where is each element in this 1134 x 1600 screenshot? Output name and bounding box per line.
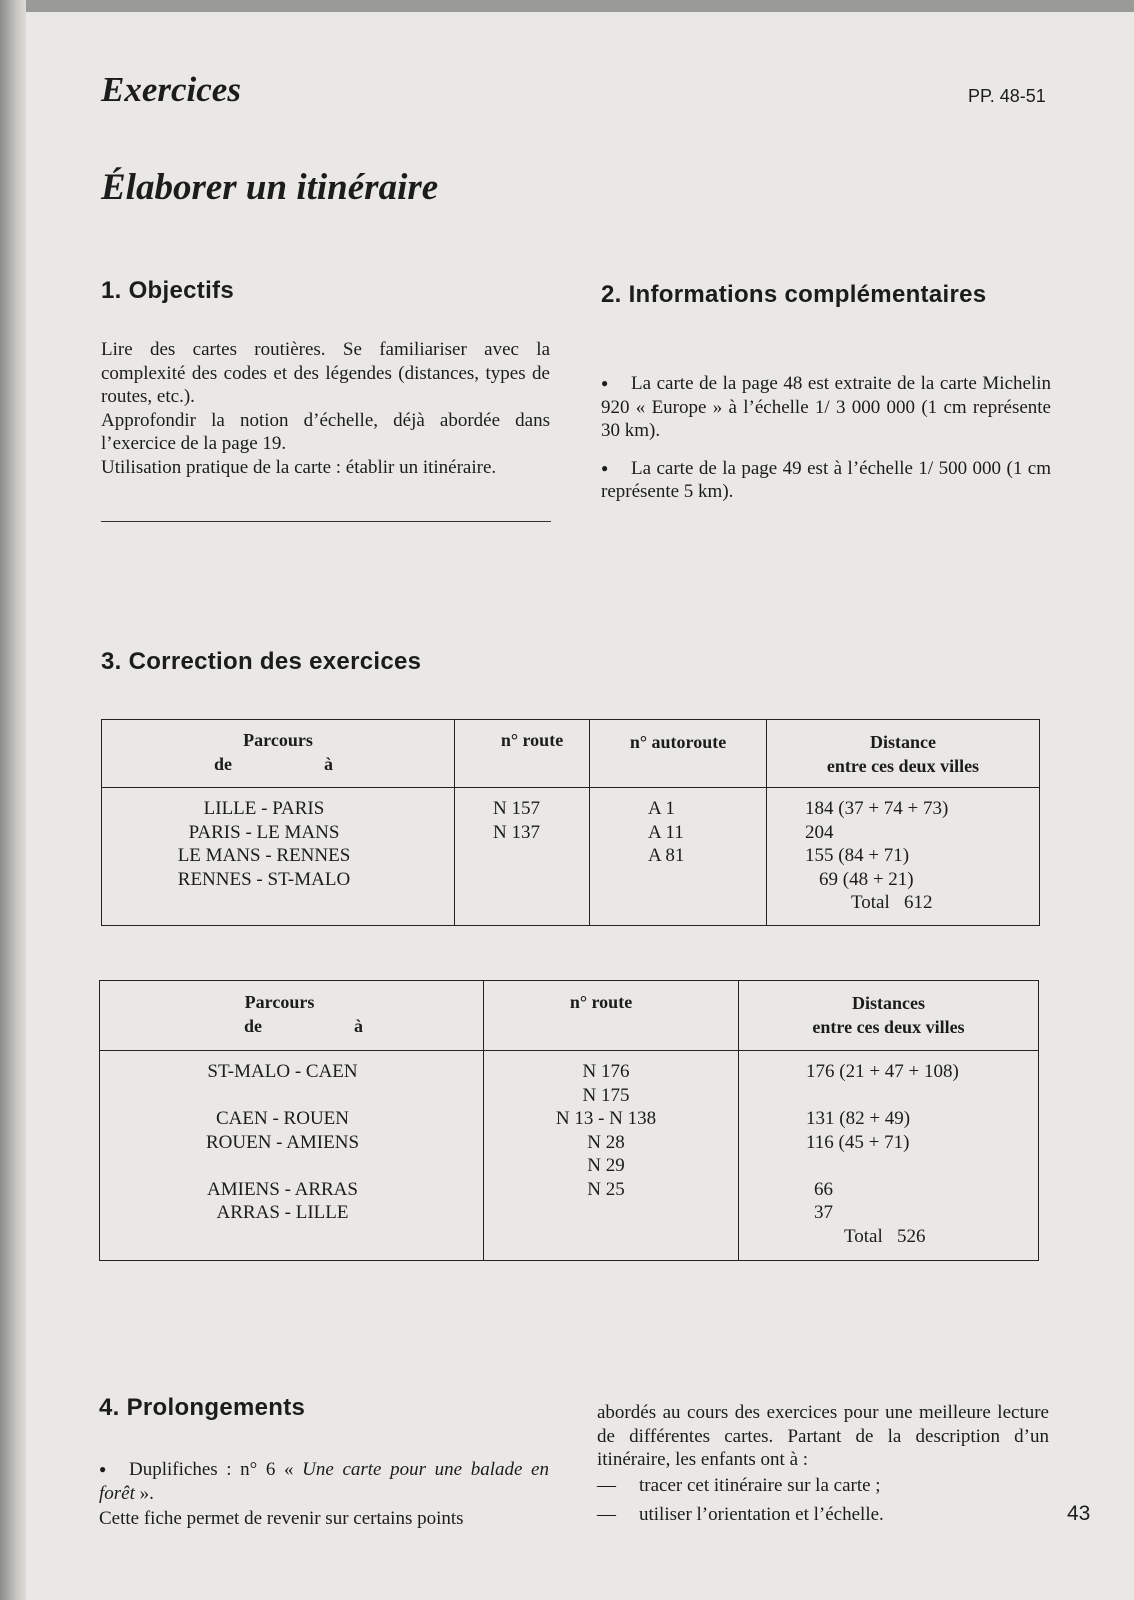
header-parcours: Parcours de à (102, 720, 455, 788)
route-number: N 176 (582, 1061, 630, 1082)
table-header-row (100, 981, 1039, 1051)
objectifs-line: Utilisation pratique de la carte : établir un itinéraire. (101, 456, 497, 478)
distance-value: 176 (21 + 47 + 108) (806, 1061, 959, 1082)
dash-item: — utiliser l’orientation et l’échelle. (597, 1504, 884, 1525)
autoroute-number: A 81 (648, 845, 685, 866)
route-number: N 137 (493, 821, 540, 843)
correction-heading: 3. Correction des exercices (101, 648, 422, 675)
section-divider (101, 521, 551, 522)
distance-value: 184 (37 + 74 + 73) (805, 798, 949, 819)
prolongements-text: abordés au cours des exercices pour une meilleure lecture de différentes cartes. Partant de la description d’un itinéraire, les enfants ont à : (597, 1402, 1049, 1470)
prolongements-heading: 4. Prolongements (99, 1394, 306, 1421)
route-number: N 29 (587, 1155, 625, 1176)
header-route: n° route (455, 720, 590, 788)
route-number: N 13 - N 138 (555, 1108, 657, 1129)
distance-value: 66 (814, 1178, 833, 1200)
objectifs-text (101, 338, 550, 479)
section-heading: Exercices (101, 70, 241, 109)
prolongements-col1 (99, 1458, 549, 1531)
route-segment: ST-MALO - CAEN (207, 1061, 358, 1082)
page-reference: PP. 48-51 (968, 86, 1046, 106)
header-distance: Distances entre ces deux villes (739, 981, 1039, 1051)
route-segment: PARIS - LE MANS (188, 821, 340, 843)
distance-value: 116 (45 + 71) (806, 1131, 910, 1153)
prolongements-line: Cette fiche permet de revenir sur certains points (99, 1508, 464, 1529)
objectifs-line: Lire des cartes routières. Se familiariser avec la complexité des codes et des légendes (distances, types de routes, etc.). (101, 339, 550, 407)
header-distance: Distance entre ces deux villes (767, 720, 1040, 788)
scan-top-band (0, 0, 1134, 12)
route-segment (100, 1084, 465, 1108)
distance-value (806, 1084, 1038, 1108)
route-segment: AMIENS - ARRAS (207, 1178, 358, 1200)
prolongements-col2 (597, 1401, 1049, 1527)
page-title: Élaborer un itinéraire (101, 167, 439, 208)
distance-value: 204 (805, 821, 834, 843)
header-route: n° route (484, 981, 739, 1051)
autoroute-number: A 1 (648, 798, 675, 819)
distance-value (806, 1154, 1038, 1178)
header-parcours: Parcours de à (100, 981, 484, 1051)
prolongements-bullet: ● Duplifiches : n° 6 « Une carte pour une balade en forêt ». (99, 1459, 549, 1504)
distance-value: 155 (84 + 71) (805, 845, 910, 866)
correction-table-1 (101, 719, 1040, 926)
table-body-row (100, 1051, 1039, 1261)
info-item: ● La carte de la page 49 est à l’échelle 1/ 500 000 (1 cm représente 5 km). (601, 457, 1051, 502)
route-number: N 28 (587, 1131, 625, 1153)
route-number: N 157 (493, 798, 540, 819)
route-segment: LE MANS - RENNES (177, 845, 351, 866)
distance-total: Total 526 (844, 1225, 926, 1247)
informations-heading: 2. Informations complémentaires (601, 281, 987, 308)
info-item: ● La carte de la page 48 est extraite de la carte Michelin 920 « Europe » à l’échelle 1/ 3 000 000 (1 cm représente 30 km). (601, 373, 1051, 441)
route-segment (100, 1154, 465, 1178)
bullet-icon: ● (99, 1462, 107, 1476)
route-segment: LILLE - PARIS (203, 798, 325, 819)
distance-value: 131 (82 + 49) (806, 1108, 911, 1129)
distance-total: Total 612 (851, 892, 933, 913)
page-number: 43 (1067, 1502, 1091, 1525)
route-segment: RENNES - ST-MALO (177, 868, 351, 890)
objectifs-line: Approfondir la notion d’échelle, déjà abordée dans l’exercice de la page 19. (101, 409, 550, 454)
autoroute-number: A 11 (648, 821, 684, 843)
table-header-row (102, 720, 1040, 788)
book-spine-shadow (0, 0, 26, 1600)
route-number: N 175 (582, 1084, 630, 1106)
header-autoroute: n° autoroute (590, 720, 767, 788)
objectifs-heading: 1. Objectifs (101, 277, 234, 304)
correction-table-2 (99, 980, 1039, 1261)
informations-text (601, 372, 1051, 518)
bullet-icon: ● (601, 460, 609, 475)
bullet-icon: ● (601, 376, 609, 390)
distance-value: 37 (814, 1202, 833, 1223)
dash-item: — tracer cet itinéraire sur la carte ; (597, 1474, 881, 1496)
route-segment: ARRAS - LILLE (216, 1202, 349, 1223)
route-number: N 25 (587, 1178, 625, 1200)
route-segment: CAEN - ROUEN (216, 1108, 349, 1129)
distance-value: 69 (48 + 21) (819, 868, 914, 890)
route-segment: ROUEN - AMIENS (205, 1131, 360, 1153)
table-body-row (102, 788, 1040, 926)
